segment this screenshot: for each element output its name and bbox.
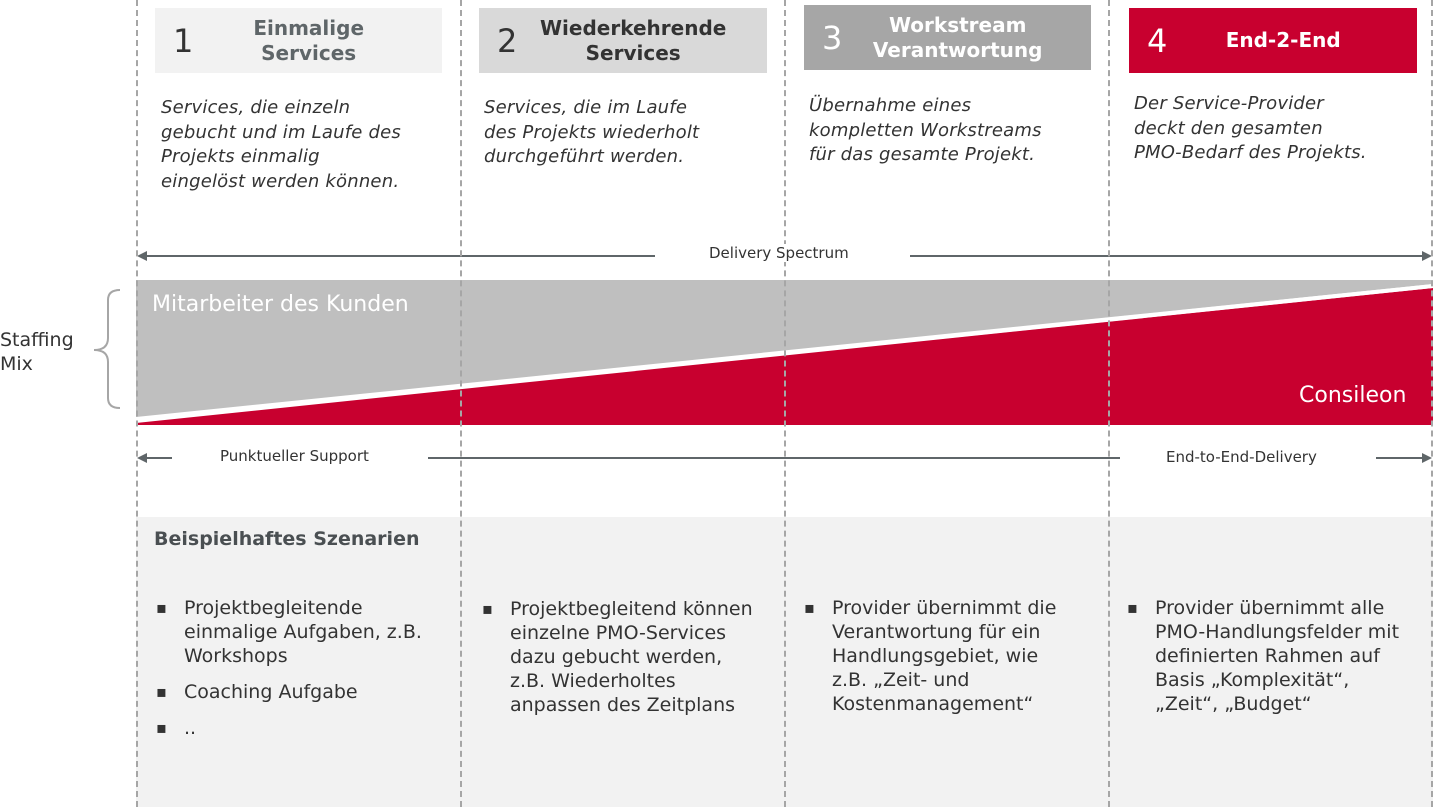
description-end-2-end: Der Service-Provider deckt den gesamten PMO-Bedarf des Projekts. [1134,93,1367,163]
consileon-label: Consileon [1299,383,1407,408]
header-number: 4 [1147,21,1168,60]
header-wiederkehrende-services [479,8,767,73]
description-wiederkehrende: Services, die im Laufe des Projekts wiederholt durchgeführt werden. [484,97,700,167]
scenario-list-wiederkehrende [482,597,777,729]
punktueller-support-label: Punktueller Support [220,447,369,465]
header-title: Workstream Verantwortung [872,12,1043,62]
scenario-list-einmalige [156,596,451,752]
column-separator [136,0,138,807]
header-title: Wiederkehrende Services [540,15,727,65]
end-to-end-delivery-label: End-to-End-Delivery [1166,448,1317,466]
scenario-list-workstream [804,596,1099,728]
scenarios-title: Beispielhaftes Szenarien [154,528,420,550]
list-item: ▪ Projektbegleitend können einzelne PMO-Services dazu gebucht werden, z.B. Wiederholtes anpassen des Zeitplans [482,597,777,717]
header-end-2-end [1129,8,1417,73]
header-number: 2 [497,21,518,60]
staffing-brace-icon [94,290,120,408]
header-number: 3 [822,18,843,57]
list-item: ▪ Provider übernimmt alle PMO-Handlungsfelder mit definierten Rahmen auf Basis „Komplexität“, „Zeit“, „Budget“ [1127,596,1427,716]
scenario-list-end-2-end [1127,596,1427,728]
list-item: ▪ .. [156,716,451,740]
header-title: End-2-End [1225,28,1341,52]
staffing-mix-label: Staffing Mix [0,329,74,375]
description-workstream: Übernahme eines kompletten Workstreams für das gesamte Projekt. [809,95,1042,165]
description-einmalige: Services, die einzeln gebucht und im Laufe des Projekts einmalig eingelöst werden können. [161,97,401,192]
header-title: Einmalige Services [253,15,365,65]
column-separator [1108,0,1110,807]
list-item: ▪ Coaching Aufgabe [156,680,451,704]
list-item: ▪ Projektbegleitende einmalige Aufgaben, z.B. Workshops [156,596,451,668]
list-item: ▪ Provider übernimmt die Verantwortung für ein Handlungsgebiet, wie z.B. „Zeit- und Kostenmanagement“ [804,596,1099,716]
header-einmalige-services [155,8,442,73]
column-separator [1431,0,1433,807]
column-separator [784,0,786,807]
column-separator [460,0,462,807]
delivery-spectrum-label: Delivery Spectrum [709,244,849,262]
header-number: 1 [173,21,194,60]
customer-staff-label: Mitarbeiter des Kunden [152,292,409,317]
header-workstream-verantwortung [804,5,1091,70]
